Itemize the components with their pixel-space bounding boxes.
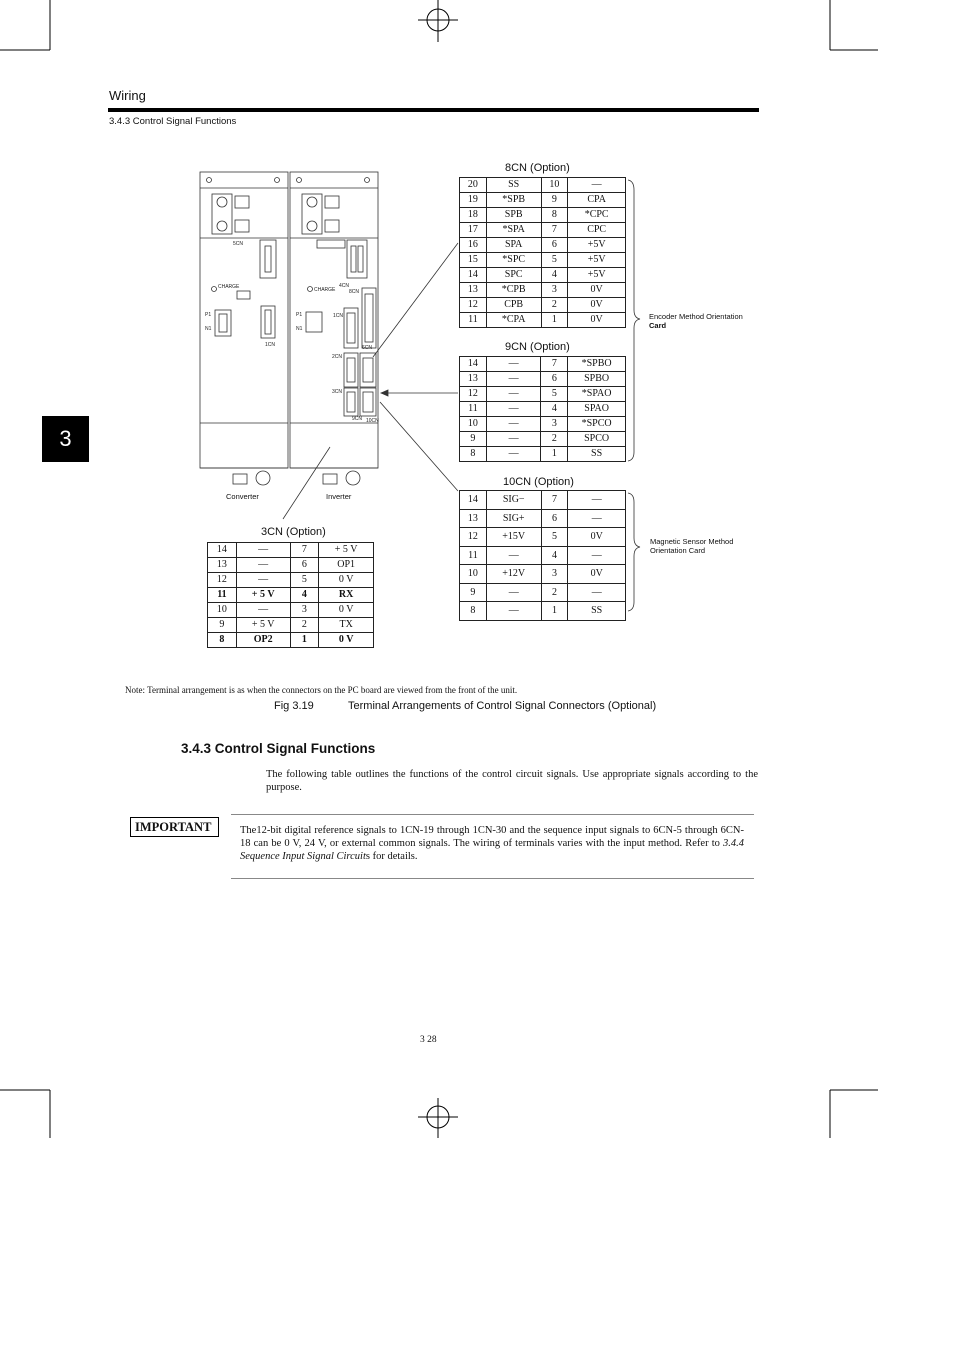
- cn3-row: [208, 618, 374, 633]
- cn3-cell: —: [236, 543, 290, 558]
- cn8-cell: 10: [541, 178, 568, 193]
- cn3-cell: —: [236, 603, 290, 618]
- cn3-cell: 1: [290, 633, 319, 648]
- cn3-cell: + 5 V: [236, 618, 290, 633]
- cn3-title: 3CN (Option): [261, 526, 326, 538]
- label-n1-inverter: N1: [296, 326, 303, 332]
- cn9-cell: 14: [460, 357, 487, 372]
- cn9-row: [460, 432, 626, 447]
- cn10-cell: 8: [460, 602, 487, 621]
- cn8-cell: *CPA: [486, 313, 541, 328]
- brace-label-encoder: [649, 312, 743, 330]
- cn10-row: [460, 528, 626, 547]
- cn3-cell: 13: [208, 558, 237, 573]
- figure-caption-number: Fig 3.19: [274, 700, 314, 712]
- cn8-cell: *SPA: [486, 223, 541, 238]
- cn10-cell: —: [568, 546, 626, 565]
- cn8-cell: 15: [460, 253, 487, 268]
- cn9-cell: 11: [460, 402, 487, 417]
- cn10-title: 10CN (Option): [503, 476, 574, 488]
- cn10-cell: 14: [460, 491, 487, 510]
- cn8-cell: 17: [460, 223, 487, 238]
- cn8-cell: 14: [460, 268, 487, 283]
- cn9-cell: *SPBO: [568, 357, 626, 372]
- cn8-table: [459, 177, 626, 328]
- cn8-cell: SPC: [486, 268, 541, 283]
- cn9-cell: 12: [460, 387, 487, 402]
- section-heading: 3.4.3 Control Signal Functions: [181, 741, 376, 756]
- label-n1-converter: N1: [205, 326, 212, 332]
- cn9-cell: 4: [541, 402, 568, 417]
- cn3-cell: 8: [208, 633, 237, 648]
- cn10-cell: 5: [541, 528, 568, 547]
- cn8-cell: 20: [460, 178, 487, 193]
- cn9-cell: —: [486, 417, 541, 432]
- important-text-part1: The12-bit digital reference signals to 1CN-19 through 1CN-30 and the sequence input signals to 6CN-5 through 6CN-18 can be 0 V, 24 V, or external common signals. The wiring of terminals varies with the input method. Refer to: [240, 825, 744, 849]
- cn9-cell: SPCO: [568, 432, 626, 447]
- label-1cn-converter: 1CN: [265, 342, 276, 348]
- cn8-cell: +5V: [568, 253, 626, 268]
- cn3-row: [208, 543, 374, 558]
- cn8-row: [460, 193, 626, 208]
- cn3-table: [207, 542, 374, 648]
- label-charge-converter: CHARGE: [218, 284, 240, 290]
- label-3cn: 3CN: [332, 389, 343, 395]
- cn8-cell: 0V: [568, 298, 626, 313]
- cn9-row: [460, 387, 626, 402]
- cn8-cell: CPC: [568, 223, 626, 238]
- cn8-row: [460, 268, 626, 283]
- cn10-row: [460, 583, 626, 602]
- cn8-cell: 6: [541, 238, 568, 253]
- cn8-cell: 4: [541, 268, 568, 283]
- cn10-cell: 4: [541, 546, 568, 565]
- cn8-row: [460, 283, 626, 298]
- cn9-cell: —: [486, 357, 541, 372]
- cn3-cell: 0 V: [319, 633, 374, 648]
- cn3-cell: 0 V: [319, 573, 374, 588]
- cn10-row: [460, 565, 626, 584]
- cn8-cell: 5: [541, 253, 568, 268]
- cn9-cell: SPAO: [568, 402, 626, 417]
- cn9-cell: 7: [541, 357, 568, 372]
- cn9-cell: 13: [460, 372, 487, 387]
- cn8-row: [460, 253, 626, 268]
- label-1cn-inverter: 1CN: [333, 313, 344, 319]
- cn10-cell: —: [486, 602, 541, 621]
- important-text-part2: s for details.: [365, 851, 418, 862]
- cn10-cell: 6: [541, 509, 568, 528]
- cn10-cell: —: [568, 491, 626, 510]
- cn3-row: [208, 588, 374, 603]
- important-text: [240, 824, 744, 863]
- cn10-row: [460, 509, 626, 528]
- cn3-row: [208, 603, 374, 618]
- cn9-cell: *SPAO: [568, 387, 626, 402]
- cn8-cell: CPB: [486, 298, 541, 313]
- cn8-cell: 19: [460, 193, 487, 208]
- cn9-cell: —: [486, 402, 541, 417]
- label-10cn: 10CN: [366, 418, 379, 424]
- cn8-cell: *CPC: [568, 208, 626, 223]
- cn3-cell: 9: [208, 618, 237, 633]
- cn8-row: [460, 208, 626, 223]
- cn3-row: [208, 633, 374, 648]
- cn9-title: 9CN (Option): [505, 341, 570, 353]
- label-4cn: 4CN: [339, 283, 350, 289]
- cn10-cell: 1: [541, 602, 568, 621]
- cn10-cell: 11: [460, 546, 487, 565]
- cn3-row: [208, 573, 374, 588]
- cn10-cell: +12V: [486, 565, 541, 584]
- cn8-cell: 12: [460, 298, 487, 313]
- cn3-cell: OP2: [236, 633, 290, 648]
- cn8-cell: 1: [541, 313, 568, 328]
- cn9-row: [460, 447, 626, 462]
- cn3-cell: 2: [290, 618, 319, 633]
- cn10-cell: 10: [460, 565, 487, 584]
- cn8-cell: 11: [460, 313, 487, 328]
- cn3-cell: + 5 V: [319, 543, 374, 558]
- label-charge-inverter: CHARGE: [314, 287, 336, 293]
- cn3-cell: 14: [208, 543, 237, 558]
- cn9-row: [460, 372, 626, 387]
- cn9-cell: 3: [541, 417, 568, 432]
- cn8-cell: 8: [541, 208, 568, 223]
- cn10-row: [460, 546, 626, 565]
- cn9-table: [459, 356, 626, 462]
- cn3-row: [208, 558, 374, 573]
- cn3-cell: + 5 V: [236, 588, 290, 603]
- running-subheader: 3.4.3 Control Signal Functions: [109, 116, 237, 127]
- cn9-cell: 2: [541, 432, 568, 447]
- label-2cn: 2CN: [332, 354, 343, 360]
- cn3-cell: —: [236, 573, 290, 588]
- cn10-row: [460, 491, 626, 510]
- cn9-cell: SS: [568, 447, 626, 462]
- cn9-cell: 8: [460, 447, 487, 462]
- running-header: Wiring: [109, 88, 146, 103]
- important-reference: 3.4.4 Sequence Input Signal Circuit: [240, 838, 744, 862]
- cn8-row: [460, 178, 626, 193]
- cn3-cell: —: [236, 558, 290, 573]
- cn3-cell: 5: [290, 573, 319, 588]
- cn8-cell: 7: [541, 223, 568, 238]
- cn8-cell: CPA: [568, 193, 626, 208]
- cn8-cell: +5V: [568, 268, 626, 283]
- cn9-cell: —: [486, 447, 541, 462]
- brace-label-magnetic: [650, 537, 733, 555]
- cn9-row: [460, 417, 626, 432]
- important-label: IMPORTANT: [130, 817, 219, 837]
- cn9-cell: —: [486, 387, 541, 402]
- cn8-cell: 0V: [568, 313, 626, 328]
- label-6cn: 6CN: [362, 345, 373, 351]
- cn3-cell: 0 V: [319, 603, 374, 618]
- cn8-cell: *CPB: [486, 283, 541, 298]
- label-9cn: 9CN: [352, 416, 363, 422]
- cn8-cell: SPA: [486, 238, 541, 253]
- cn3-cell: RX: [319, 588, 374, 603]
- cn8-cell: SPB: [486, 208, 541, 223]
- cn10-cell: —: [568, 509, 626, 528]
- cn8-cell: 9: [541, 193, 568, 208]
- cn8-cell: 0V: [568, 283, 626, 298]
- cn8-row: [460, 238, 626, 253]
- section-intro: The following table outlines the functions of the control circuit signals. Use appropriate signals according to the purpose.: [266, 769, 758, 793]
- cn10-cell: 9: [460, 583, 487, 602]
- cn9-cell: *SPCO: [568, 417, 626, 432]
- label-p1-converter: P1: [205, 312, 212, 318]
- label-p1-inverter: P1: [296, 312, 303, 318]
- cn3-cell: 10: [208, 603, 237, 618]
- cn8-cell: 16: [460, 238, 487, 253]
- label-converter: Converter: [226, 492, 259, 501]
- cn10-cell: 0V: [568, 528, 626, 547]
- cn3-cell: TX: [319, 618, 374, 633]
- cn10-table: [459, 490, 626, 621]
- cn3-cell: 11: [208, 588, 237, 603]
- cn8-row: [460, 298, 626, 313]
- cn9-row: [460, 357, 626, 372]
- cn10-cell: 13: [460, 509, 487, 528]
- cn10-cell: SIG−: [486, 491, 541, 510]
- figure-note: Note: Terminal arrangement is as when the connectors on the PC board are viewed from the front of the unit.: [125, 685, 518, 695]
- cn10-cell: SIG+: [486, 509, 541, 528]
- cn3-cell: OP1: [319, 558, 374, 573]
- cn9-cell: 9: [460, 432, 487, 447]
- cn9-cell: 10: [460, 417, 487, 432]
- important-bottom-rule: [231, 878, 754, 879]
- cn9-cell: —: [486, 372, 541, 387]
- cn10-cell: 7: [541, 491, 568, 510]
- label-5cn: 5CN: [233, 241, 244, 247]
- cn10-cell: 2: [541, 583, 568, 602]
- cn10-cell: —: [486, 546, 541, 565]
- cn8-cell: 18: [460, 208, 487, 223]
- cn8-cell: *SPB: [486, 193, 541, 208]
- cn8-cell: +5V: [568, 238, 626, 253]
- cn9-row: [460, 402, 626, 417]
- cn9-cell: 6: [541, 372, 568, 387]
- brace-label-encoder-line2: Card: [649, 321, 667, 330]
- cn9-cell: 1: [541, 447, 568, 462]
- cn9-cell: SPBO: [568, 372, 626, 387]
- cn3-cell: 7: [290, 543, 319, 558]
- cn10-row: [460, 602, 626, 621]
- label-inverter: Inverter: [326, 492, 352, 501]
- cn10-cell: +15V: [486, 528, 541, 547]
- cn8-cell: 2: [541, 298, 568, 313]
- cn10-cell: 0V: [568, 565, 626, 584]
- cn8-title: 8CN (Option): [505, 162, 570, 174]
- cn8-cell: *SPC: [486, 253, 541, 268]
- cn8-row: [460, 223, 626, 238]
- brace-label-encoder-line1: Encoder Method Orientation: [649, 312, 743, 321]
- chapter-tab: 3: [42, 416, 89, 462]
- figure-caption-text: Terminal Arrangements of Control Signal Connectors (Optional): [348, 700, 657, 712]
- cn3-cell: 6: [290, 558, 319, 573]
- cn10-cell: SS: [568, 602, 626, 621]
- important-top-rule: [231, 814, 754, 815]
- cn3-cell: 3: [290, 603, 319, 618]
- cn3-cell: 12: [208, 573, 237, 588]
- cn10-cell: —: [486, 583, 541, 602]
- cn10-cell: —: [568, 583, 626, 602]
- label-8cn: 8CN: [349, 289, 360, 295]
- cn9-cell: 5: [541, 387, 568, 402]
- cn8-cell: —: [568, 178, 626, 193]
- cn8-cell: 3: [541, 283, 568, 298]
- brace-label-magnetic-line1: Magnetic Sensor Method: [650, 537, 734, 546]
- page-number: 3 28: [420, 1035, 437, 1045]
- cn10-cell: 3: [541, 565, 568, 584]
- cn10-cell: 12: [460, 528, 487, 547]
- cn3-cell: 4: [290, 588, 319, 603]
- cn8-cell: SS: [486, 178, 541, 193]
- brace-label-magnetic-line2: Orientation Card: [650, 546, 706, 555]
- cn8-row: [460, 313, 626, 328]
- cn9-cell: —: [486, 432, 541, 447]
- cn8-cell: 13: [460, 283, 487, 298]
